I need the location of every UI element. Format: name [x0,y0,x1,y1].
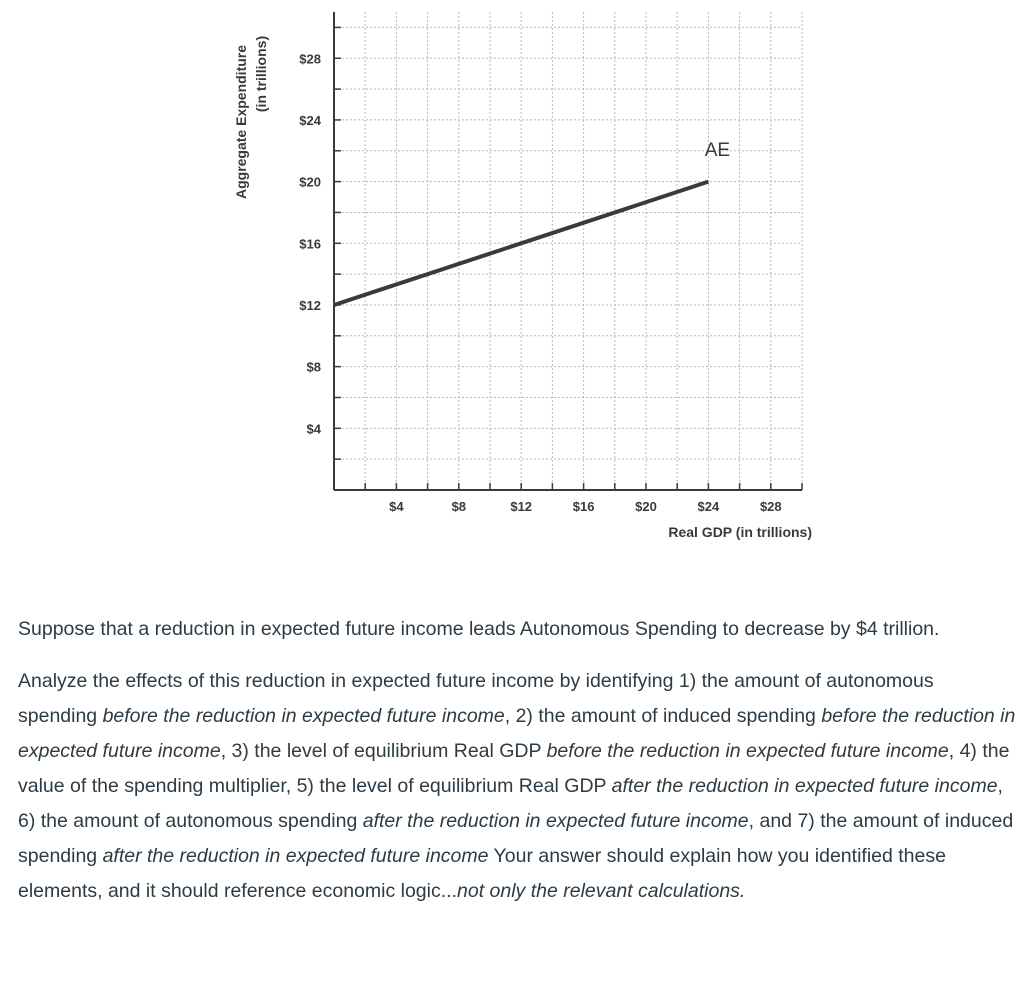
question-segment: , 4) the value of the spending multiplier, 5) the level of equilibrium Real GDP [18,740,1010,797]
y-axis-label-line-1: Aggregate Expenditure [233,44,249,200]
question-text [18,612,1018,926]
question-emphasis: before the reduction in expected future income [102,705,505,727]
y-axis-label-line-2: (in trillions) [253,35,269,113]
question-emphasis: before the reduction in expected future income [546,740,949,762]
question-segment: , and 7) the amount of induced spending [18,810,1014,867]
question-segment: , 2) the amount of induced spending [504,705,822,727]
y-tick-label: $24 [299,112,321,128]
y-tick-label: $8 [306,359,321,375]
question-emphasis: after the reduction in expected future income [362,810,749,832]
y-tick-label: $12 [299,297,321,313]
question-emphasis: after the reduction in expected future income [611,775,998,797]
x-tick-label: $16 [572,499,595,514]
question-segment: Analyze the effects of this reduction in expected future income by identifying 1) the amount of autonomous spending [18,670,934,727]
question-segment: , 3) the level of equilibrium Real GDP [220,740,547,762]
x-tick-label: $24 [697,499,720,514]
grid [334,12,802,490]
question-segment: , 6) the amount of autonomous spending [18,775,1003,832]
x-axis-label: Real GDP (in trillions) [668,524,812,540]
y-tick-label: $4 [306,421,321,437]
x-tick-label: $12 [510,499,533,514]
question-emphasis: before the reduction in expected future income [18,705,1016,762]
question-paragraph-1: Suppose that a reduction in expected future income leads Autonomous Spending to decrease by $4 trillion. [18,618,940,640]
y-tick-label: $28 [299,51,321,67]
x-tick-label: $28 [759,499,782,514]
ae-curve-label: AE [704,139,731,161]
axis-labels [233,36,812,540]
x-tick-label: $4 [389,499,404,514]
axes [334,12,802,490]
y-tick-label: $16 [299,236,321,252]
y-ticks [299,51,321,436]
annotations [705,140,730,161]
question-emphasis: after the reduction in expected future income [102,845,489,867]
x-tick-label: $8 [451,499,467,514]
question-segment: Your answer should explain how you identified these elements, and it should reference economic logic... [18,845,946,902]
question-emphasis: not only the relevant calculations. [457,880,746,902]
x-ticks [389,499,781,514]
x-tick-label: $20 [635,499,657,514]
question-paragraph-2 [18,664,1018,909]
y-tick-label: $20 [299,174,321,190]
